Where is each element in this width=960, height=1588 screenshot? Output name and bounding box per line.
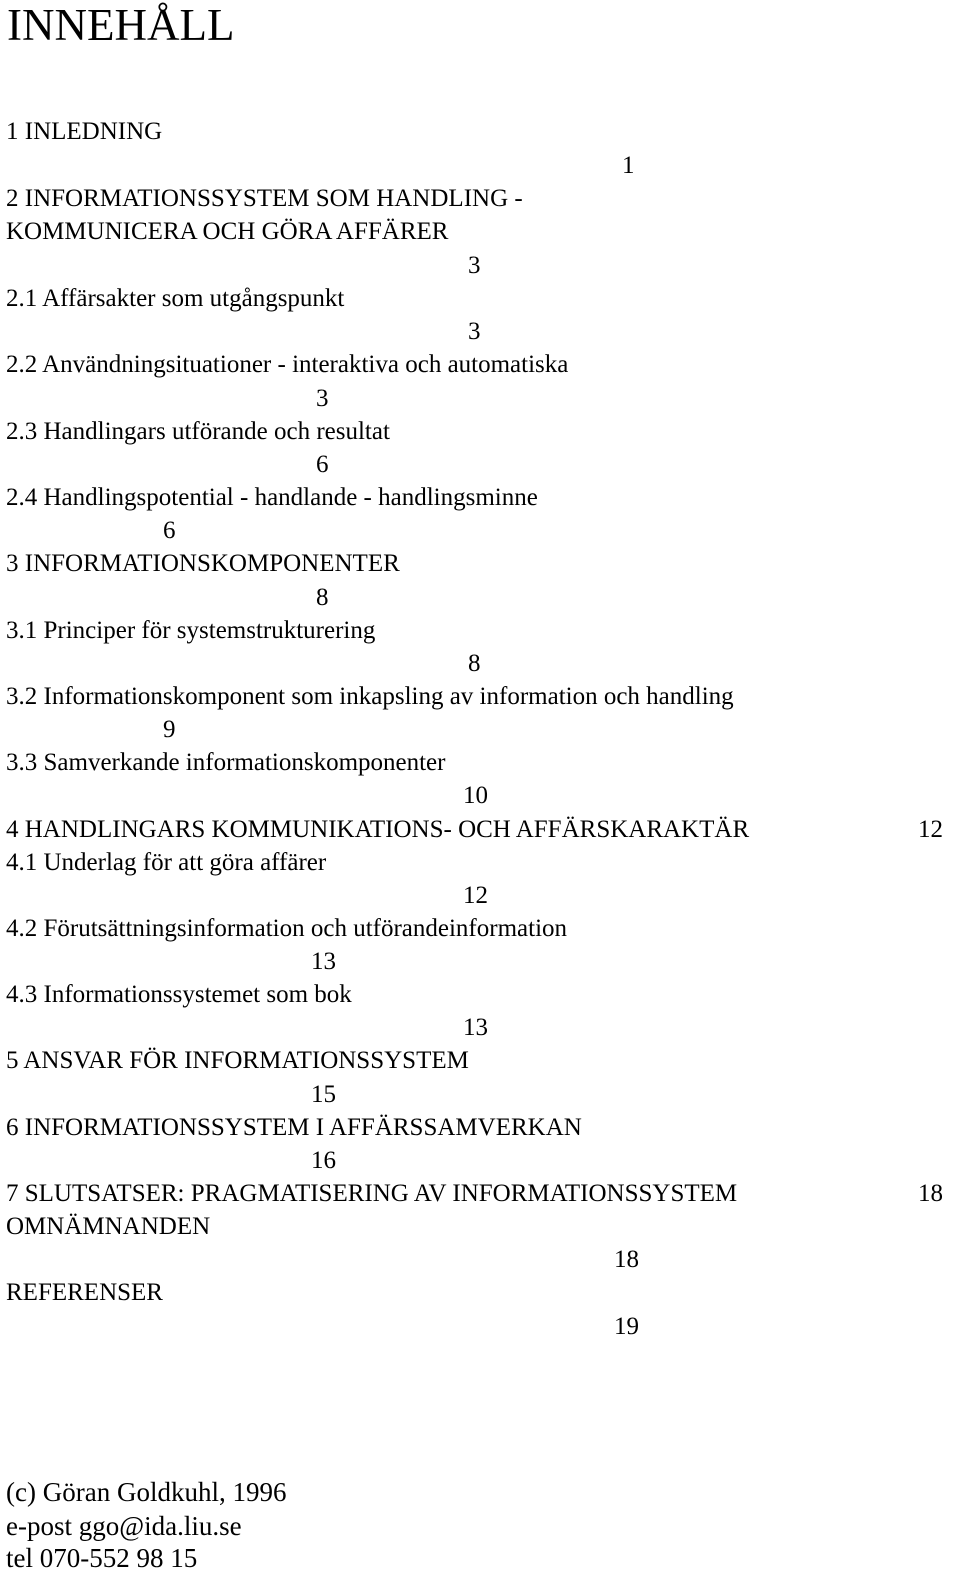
email-line: e-post ggo@ida.liu.se — [6, 1511, 242, 1541]
phone-line: tel 070-552 98 15 — [6, 1543, 198, 1573]
toc-page-5: 15 — [311, 1081, 336, 1108]
toc-entry-3: 3 INFORMATIONSKOMPONENTER — [6, 550, 400, 577]
toc-entry-3-3: 3.3 Samverkande informationskomponenter — [6, 749, 446, 776]
toc-page-2-3: 6 — [316, 451, 329, 478]
toc-page-6: 16 — [311, 1147, 336, 1174]
toc-page-2-1: 3 — [468, 318, 481, 345]
toc-entry-2-1: 2.1 Affärsakter som utgångspunkt — [6, 285, 345, 312]
toc-entry-referenser: REFERENSER — [6, 1279, 163, 1306]
copyright-line: (c) Göran Goldkuhl, 1996 — [6, 1477, 287, 1507]
toc-entry-2-4: 2.4 Handlingspotential - handlande - handlingsminne — [6, 484, 538, 511]
toc-entry-2-continuation: KOMMUNICERA OCH GÖRA AFFÄRER — [6, 218, 449, 245]
toc-entry-4: 4 HANDLINGARS KOMMUNIKATIONS- OCH AFFÄRSKARAKTÄR — [6, 816, 750, 843]
toc-entry-3-2: 3.2 Informationskomponent som inkapsling av information och handling — [6, 683, 734, 710]
toc-entry-4-3: 4.3 Informationssystemet som bok — [6, 981, 352, 1008]
toc-entry-7: 7 SLUTSATSER: PRAGMATISERING AV INFORMATIONSSYSTEM — [6, 1180, 738, 1207]
toc-entry-1: 1 INLEDNING — [6, 118, 163, 145]
toc-entry-omnamnanden: OMNÄMNANDEN — [6, 1213, 211, 1240]
toc-entry-4-1: 4.1 Underlag för att göra affärer — [6, 849, 327, 876]
toc-page-2: 3 — [468, 252, 481, 279]
toc-page-4: 12 — [918, 816, 943, 843]
toc-page-3-2: 9 — [163, 716, 176, 743]
toc-page-4-1: 12 — [463, 882, 488, 909]
toc-entry-3-1: 3.1 Principer för systemstrukturering — [6, 617, 376, 644]
toc-page-7: 18 — [918, 1180, 943, 1207]
toc-page-referenser: 19 — [614, 1313, 639, 1340]
toc-page-4-2: 13 — [311, 948, 336, 975]
toc-entry-6: 6 INFORMATIONSSYSTEM I AFFÄRSSAMVERKAN — [6, 1114, 582, 1141]
toc-page-2-4: 6 — [163, 517, 176, 544]
toc-entry-4-2: 4.2 Förutsättningsinformation och utförandeinformation — [6, 915, 568, 942]
toc-page-2-2: 3 — [316, 385, 329, 412]
page-title: INNEHÅLL — [7, 0, 235, 50]
toc-page-1: 1 — [622, 152, 635, 179]
toc-page-3-3: 10 — [463, 782, 488, 809]
toc-entry-2-3: 2.3 Handlingars utförande och resultat — [6, 418, 390, 445]
toc-entry-2: 2 INFORMATIONSSYSTEM SOM HANDLING - — [6, 185, 523, 212]
toc-page-3-1: 8 — [468, 650, 481, 677]
toc-entry-2-2: 2.2 Användningsituationer - interaktiva och automatiska — [6, 351, 569, 378]
toc-page-3: 8 — [316, 584, 329, 611]
toc-entry-5: 5 ANSVAR FÖR INFORMATIONSSYSTEM — [6, 1047, 469, 1074]
toc-page-4-3: 13 — [463, 1014, 488, 1041]
toc-page-omnamnanden: 18 — [614, 1246, 639, 1273]
